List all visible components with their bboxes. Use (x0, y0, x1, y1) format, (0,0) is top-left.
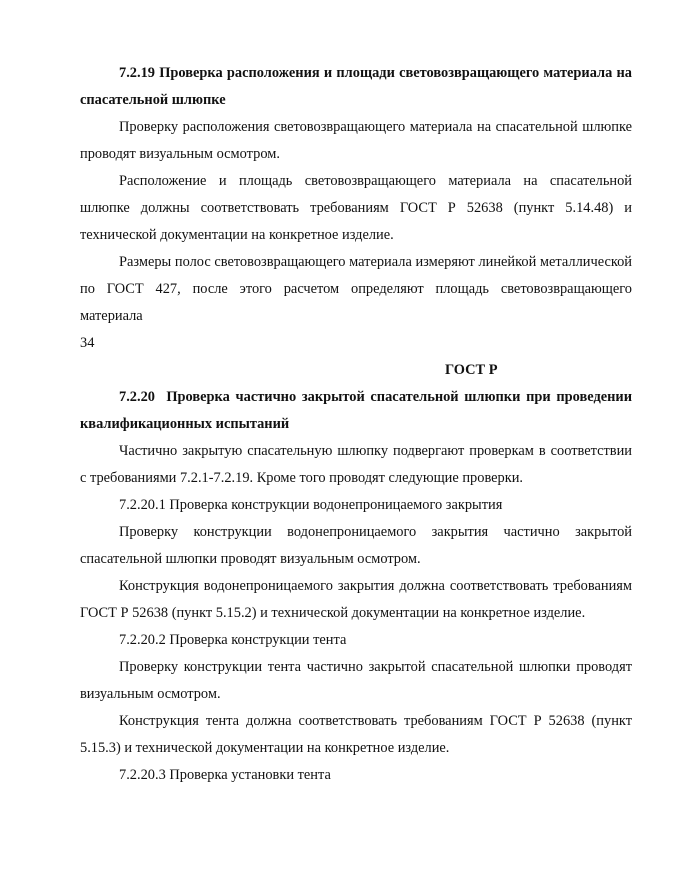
paragraph: Проверку расположения световозвращающего материала на спасательной шлюпке проводят визуальным осмотром. (80, 119, 632, 162)
paragraph: Частично закрытую спасательную шлюпку подвергают проверкам в соответствии с требованиями 7.2.1-7.2.19. Кроме того проводят следующие проверки. (80, 443, 632, 486)
paragraph: Проверку конструкции водонепроницаемого закрытия частично закрытой спасательной шлюпки проводят визуальным осмотром. (80, 524, 632, 567)
paragraph: Проверку конструкции тента частично закрытой спасательной шлюпки проводят визуальным осмотром. (80, 659, 632, 702)
section-title: Проверка расположения и площади световозвращающего материала на спасательной шлюпке (80, 65, 632, 108)
section-number: 7.2.20 (119, 389, 155, 405)
document-page (80, 60, 632, 789)
page-number: 34 (80, 335, 95, 351)
paragraph: Расположение и площадь световозвращающего материала на спасательной шлюпке должны соответствовать требованиям ГОСТ Р 52638 (пункт 5.14.48) и технической документации на конкретное изделие. (80, 173, 632, 243)
subsection-heading: 7.2.20.3 Проверка установки тента (119, 767, 331, 783)
subsection-heading: 7.2.20.1 Проверка конструкции водонепроницаемого закрытия (119, 497, 503, 513)
running-header: ГОСТ Р (445, 362, 498, 378)
section-7-2-19-heading (80, 60, 632, 114)
paragraph: Конструкция водонепроницаемого закрытия должна соответствовать требованиям ГОСТ Р 52638 (пункт 5.15.2) и технической документации на конкретное изделие. (80, 578, 632, 621)
paragraph: Размеры полос световозвращающего материала измеряют линейкой металлической по ГОСТ 427, после этого расчетом определяют площадь световозвращающего материала (80, 254, 632, 324)
section-number: 7.2.19 (119, 65, 155, 81)
paragraph: Конструкция тента должна соответствовать требованиям ГОСТ Р 52638 (пункт 5.15.3) и технической документации на конкретное изделие. (80, 713, 632, 756)
section-title: Проверка частично закрытой спасательной шлюпки при проведении квалификационных испытаний (80, 389, 632, 432)
subsection-heading: 7.2.20.2 Проверка конструкции тента (119, 632, 347, 648)
section-7-2-20-heading (80, 384, 632, 438)
